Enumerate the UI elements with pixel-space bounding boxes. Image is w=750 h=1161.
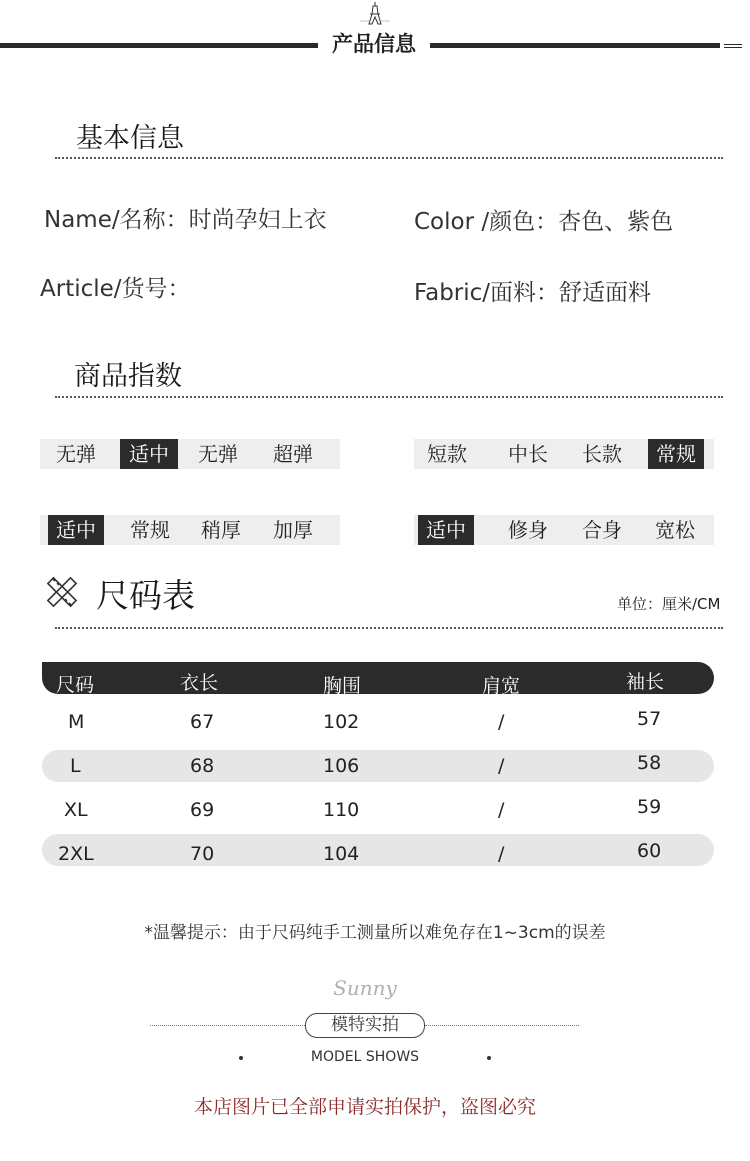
chip-option-selected[interactable]: 适中 <box>48 515 104 545</box>
chip-option[interactable]: 短款 <box>427 442 467 466</box>
cell-bust: 110 <box>323 799 360 821</box>
eiffel-tower-icon <box>360 2 390 26</box>
divider <box>425 1025 579 1026</box>
chip-option[interactable]: 稍厚 <box>201 518 241 542</box>
cell-length: 69 <box>190 799 215 821</box>
cell-size: L <box>70 755 81 777</box>
cell-sleeve: 59 <box>637 796 662 818</box>
size-table-header <box>42 662 714 697</box>
chip-option[interactable]: 宽松 <box>655 518 695 542</box>
cell-length: 67 <box>190 711 215 733</box>
chip-option[interactable]: 长款 <box>582 442 622 466</box>
copyright-notice: 本店图片已全部申请实拍保护，盗图必究 <box>193 1096 536 1118</box>
basic-info-title: 基本信息 <box>76 123 184 154</box>
unit-label: 单位：厘米/CM <box>617 595 721 613</box>
product-color: Color /颜色：杏色、紫色 <box>414 209 674 235</box>
cell-bust: 104 <box>323 843 360 865</box>
fit-row <box>414 515 714 545</box>
chip-option[interactable]: 加厚 <box>273 518 313 542</box>
chip-option-selected[interactable]: 常规 <box>648 439 704 469</box>
page-title: 产品信息 <box>332 32 416 56</box>
th-sleeve: 袖长 <box>626 671 665 693</box>
table-row-band <box>42 834 714 866</box>
product-article: Article/货号： <box>40 276 191 302</box>
cell-size: 2XL <box>58 843 94 865</box>
length-row <box>414 439 714 469</box>
divider <box>55 627 723 629</box>
cell-length: 70 <box>190 843 215 865</box>
cell-shoulder: / <box>498 711 505 733</box>
bullet-dot <box>487 1056 491 1060</box>
cell-bust: 102 <box>323 711 360 733</box>
sunny-logo: Sunny <box>333 976 397 1000</box>
chip-option[interactable]: 无弹 <box>56 442 96 466</box>
header-line-right <box>430 43 720 48</box>
cell-length: 68 <box>190 755 215 777</box>
product-name: Name/名称：时尚孕妇上衣 <box>44 207 327 233</box>
measurement-tip: *温馨提示：由于尺码纯手工测量所以难免存在1~3cm的误差 <box>144 923 606 943</box>
model-shows-label: 模特实拍 <box>305 1013 425 1038</box>
table-row-band <box>42 750 714 782</box>
th-length: 衣长 <box>180 672 219 694</box>
model-shows-en: MODEL SHOWS <box>310 1049 420 1065</box>
cell-sleeve: 58 <box>637 752 662 774</box>
cell-bust: 106 <box>323 755 360 777</box>
th-size: 尺码 <box>56 674 95 696</box>
thickness-row <box>40 515 340 545</box>
chip-option[interactable]: 中长 <box>508 442 548 466</box>
divider <box>150 1025 305 1026</box>
header-line-right-thin <box>724 47 742 48</box>
divider <box>55 396 723 398</box>
header-line-right-thin <box>724 44 742 45</box>
chip-option-selected[interactable]: 适中 <box>418 515 474 545</box>
ruler-pencil-icon <box>44 574 80 610</box>
chip-option[interactable]: 合身 <box>582 518 622 542</box>
chip-option-selected[interactable]: 适中 <box>120 439 178 469</box>
th-bust: 胸围 <box>323 675 362 697</box>
cell-size: M <box>68 711 85 733</box>
th-shoulder: 肩宽 <box>482 675 521 697</box>
header-line-left <box>0 43 318 48</box>
chip-option[interactable]: 修身 <box>508 518 548 542</box>
cell-size: XL <box>64 799 88 821</box>
cell-sleeve: 57 <box>637 708 662 730</box>
chip-option[interactable]: 无弹 <box>198 442 238 466</box>
elasticity-row <box>40 439 340 469</box>
cell-shoulder: / <box>498 843 505 865</box>
cell-shoulder: / <box>498 799 505 821</box>
chip-option[interactable]: 常规 <box>130 518 170 542</box>
size-table-title: 尺码表 <box>96 576 195 615</box>
cell-shoulder: / <box>498 755 505 777</box>
cell-sleeve: 60 <box>637 840 662 862</box>
divider <box>55 157 723 159</box>
product-fabric: Fabric/面料：舒适面料 <box>414 280 652 306</box>
product-index-title: 商品指数 <box>74 361 182 392</box>
chip-option[interactable]: 超弹 <box>273 442 313 466</box>
